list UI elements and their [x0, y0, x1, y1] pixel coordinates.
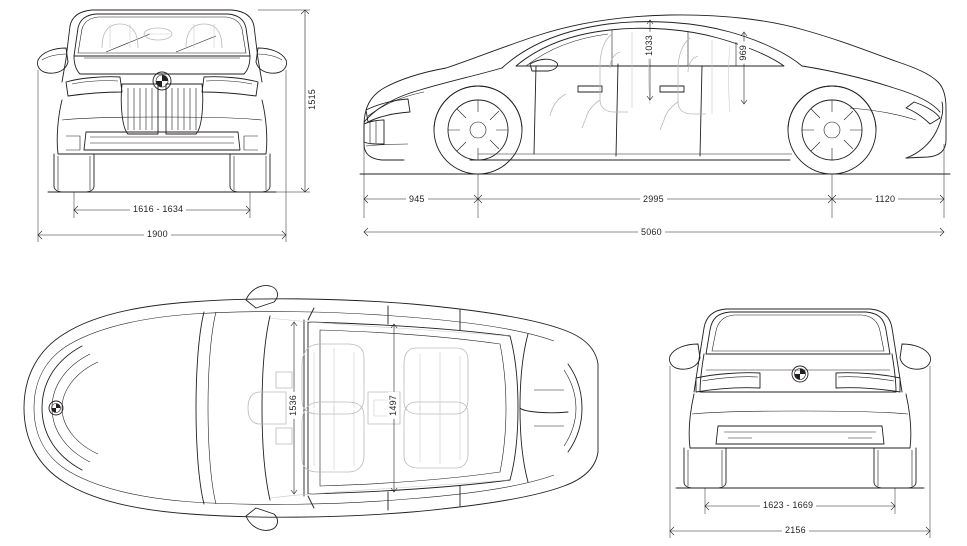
side-view-drawing: [350, 4, 960, 254]
dim-width-rear-label: 2156: [782, 525, 809, 536]
side-view: [350, 4, 960, 254]
dim-shoulder-rear-label: 1497: [388, 392, 399, 419]
top-view-drawing: [8, 272, 618, 544]
top-view: [8, 272, 618, 544]
dim-height-label: 1515: [307, 86, 318, 113]
dim-front-overhang-label: 945: [406, 194, 428, 205]
dim-wheelbase-label: 2995: [640, 194, 667, 205]
dim-shoulder-front-label: 1536: [288, 392, 299, 419]
dim-headroom-rear-label: 969: [738, 42, 749, 64]
dim-headroom-front-label: 1033: [644, 32, 655, 59]
front-view-drawing: [10, 4, 320, 254]
front-view: [10, 4, 320, 254]
dim-rear-overhang-label: 1120: [872, 194, 898, 205]
rear-view: [648, 288, 960, 546]
dim-width-label: 1900: [144, 229, 171, 240]
dim-length-label: 5060: [638, 227, 665, 238]
dim-track-front-label: 1616 - 1634: [130, 204, 186, 215]
dim-track-rear-label: 1623 - 1669: [760, 500, 816, 511]
